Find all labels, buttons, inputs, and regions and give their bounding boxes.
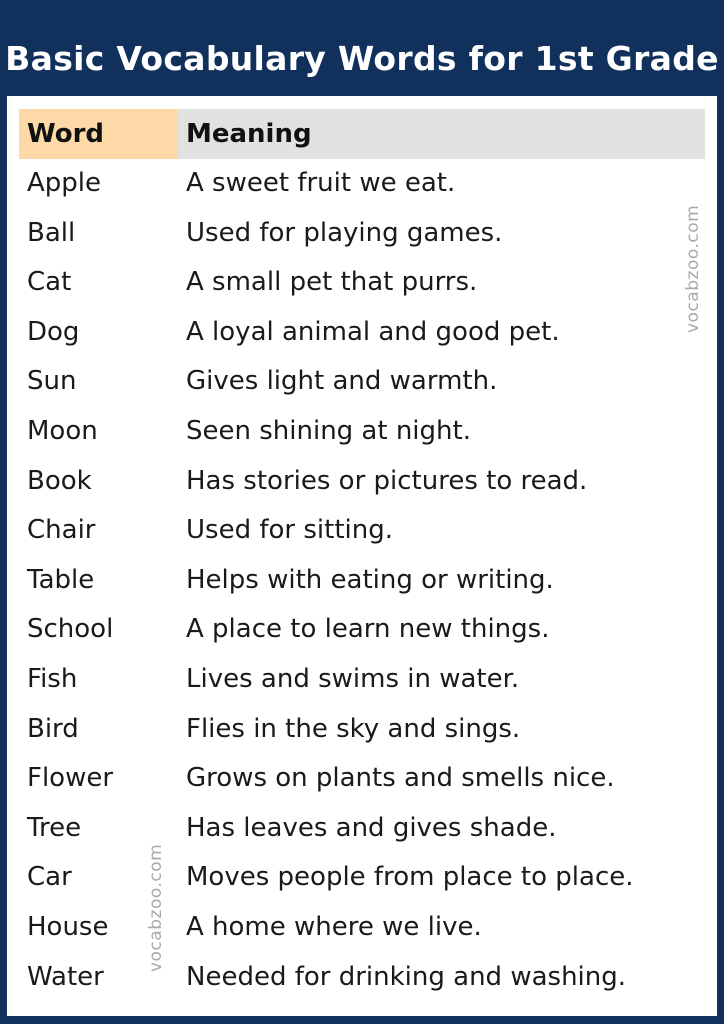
word-cell: Cat <box>27 267 72 298</box>
table-row <box>19 159 705 209</box>
watermark-right: vocabzoo.com <box>683 204 703 333</box>
word-cell: Apple <box>27 168 102 198</box>
meaning-cell: A place to learn new things. <box>186 614 550 645</box>
word-cell: Ball <box>27 217 76 248</box>
meaning-cell: A small pet that purrs. <box>186 267 478 298</box>
word-cell: Table <box>27 564 95 595</box>
table-row <box>19 953 705 1003</box>
table-row <box>19 655 705 705</box>
table-row <box>19 903 705 953</box>
vocabulary-table <box>19 109 705 1002</box>
meaning-cell: Lives and swims in water. <box>186 663 520 694</box>
word-cell: Bird <box>27 713 79 744</box>
meaning-cell: Has stories or pictures to read. <box>186 465 588 496</box>
meaning-cell: Helps with eating or writing. <box>186 564 554 595</box>
table-row <box>19 357 705 407</box>
header-meaning: Meaning <box>178 109 705 159</box>
word-cell: Chair <box>27 515 96 546</box>
word-cell: Fish <box>27 663 78 694</box>
table-row <box>19 605 705 655</box>
word-cell: House <box>27 911 109 942</box>
word-cell: Sun <box>27 366 77 397</box>
word-cell: Book <box>27 465 92 496</box>
word-cell: Flower <box>27 763 114 794</box>
meaning-cell: Flies in the sky and sings. <box>186 713 521 744</box>
table-row <box>19 804 705 854</box>
word-cell: Tree <box>27 812 82 843</box>
meaning-cell: Gives light and warmth. <box>186 366 498 397</box>
watermark-bottom: vocabzoo.com <box>146 843 166 972</box>
meaning-cell: Grows on plants and smells nice. <box>186 763 615 794</box>
meaning-cell: Seen shining at night. <box>186 415 471 446</box>
meaning-cell: Has leaves and gives shade. <box>186 812 557 843</box>
table-row <box>19 308 705 358</box>
table-row <box>19 705 705 755</box>
page-title: Basic Vocabulary Words for 1st Grade <box>5 39 719 78</box>
table-row <box>19 754 705 804</box>
table-body <box>19 159 705 1002</box>
meaning-cell: Used for sitting. <box>186 515 393 546</box>
word-cell: Water <box>27 961 104 992</box>
table-row <box>19 457 705 507</box>
table-row <box>19 506 705 556</box>
word-cell: School <box>27 614 114 645</box>
table-row <box>19 407 705 457</box>
header-word: Word <box>19 109 178 159</box>
table-row <box>19 258 705 308</box>
table-row <box>19 853 705 903</box>
word-cell: Car <box>27 862 72 893</box>
word-cell: Dog <box>27 316 80 347</box>
meaning-cell: A loyal animal and good pet. <box>186 316 560 347</box>
table-row <box>19 556 705 606</box>
meaning-cell: Moves people from place to place. <box>186 862 634 893</box>
meaning-cell: A sweet fruit we eat. <box>186 168 456 198</box>
table-header <box>19 109 705 159</box>
meaning-cell: Used for playing games. <box>186 217 503 248</box>
word-cell: Moon <box>27 415 98 446</box>
table-row <box>19 209 705 259</box>
meaning-cell: A home where we live. <box>186 911 482 942</box>
meaning-cell: Needed for drinking and washing. <box>186 961 627 992</box>
